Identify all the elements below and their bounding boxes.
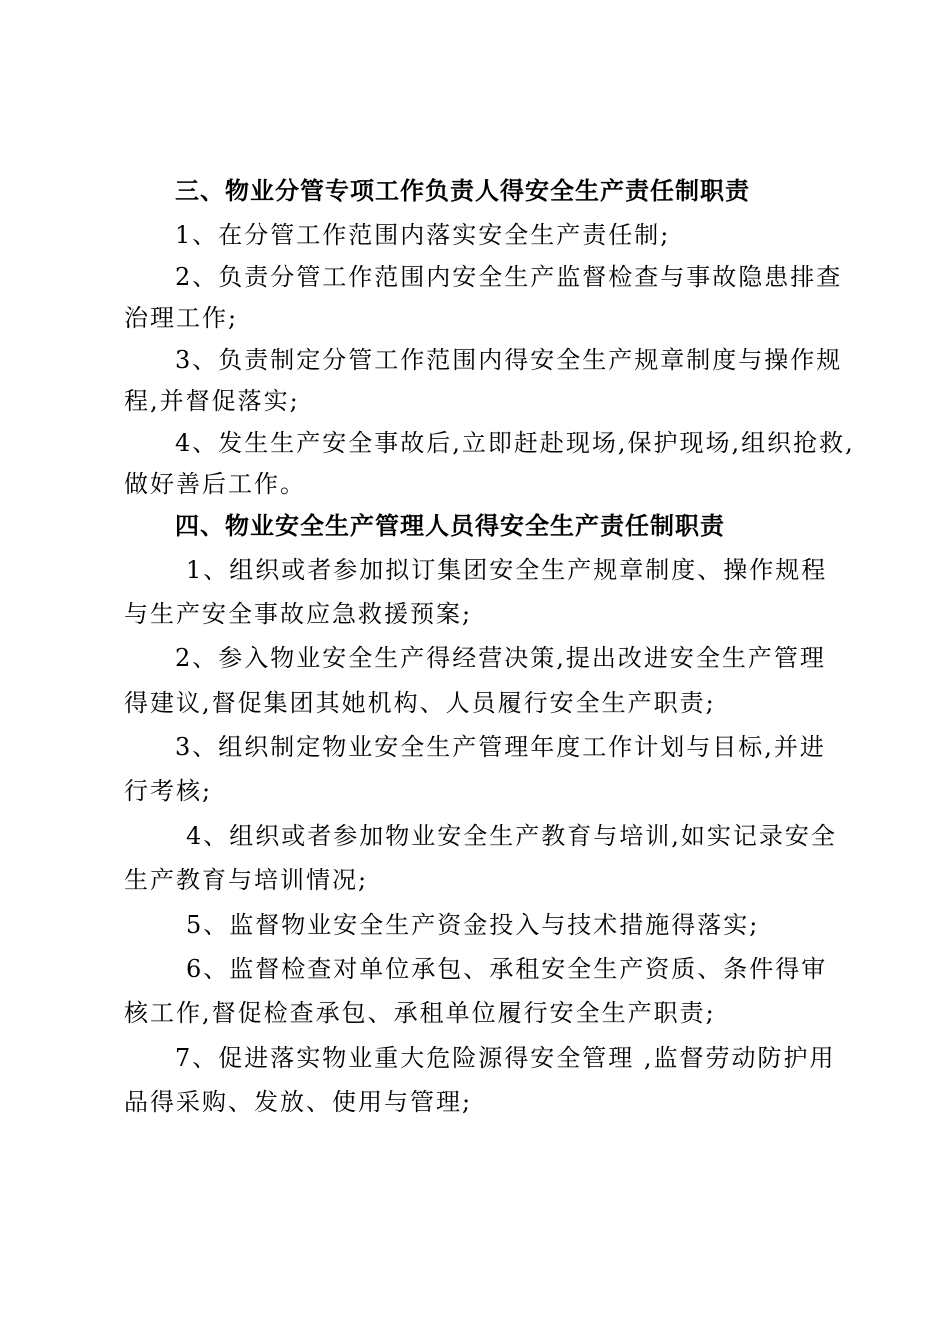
item-line: 核工作,督促检查承包、承租单位履行安全生产职责;	[124, 999, 716, 1027]
item-line: 4、发生生产安全事故后,立即赶赴现场,保护现场,组织抢救,	[175, 429, 855, 457]
item-line: 做好善后工作。	[124, 470, 306, 498]
item-line: 治理工作;	[124, 304, 239, 332]
item-line: 1、组织或者参加拟订集团安全生产规章制度、操作规程	[186, 556, 828, 584]
item-line: 6、监督检查对单位承包、承租安全生产资质、条件得审	[186, 955, 828, 983]
item-line: 品得采购、发放、使用与管理;	[124, 1088, 473, 1116]
item-line: 3、负责制定分管工作范围内得安全生产规章制度与操作规	[175, 346, 843, 374]
item-line: 7、促进落实物业重大危险源得安全管理 ,监督劳动防护用	[175, 1044, 836, 1072]
item-line: 得建议,督促集团其她机构、人员履行安全生产职责;	[124, 689, 716, 717]
item-line: 1、在分管工作范围内落实安全生产责任制;	[175, 221, 671, 249]
item-line: 2、负责分管工作范围内安全生产监督检查与事故隐患排查	[175, 263, 843, 291]
item-line: 行考核;	[124, 777, 213, 805]
section-3-heading: 三、物业分管专项工作负责人得安全生产责任制职责	[175, 177, 750, 205]
item-line: 生产教育与培训情况;	[124, 866, 369, 894]
item-line: 4、组织或者参加物业安全生产教育与培训,如实记录安全	[186, 822, 837, 850]
item-line: 程,并督促落实;	[124, 387, 300, 415]
item-line: 2、参入物业安全生产得经营决策,提出改进安全生产管理	[175, 644, 826, 672]
item-line: 与生产安全事故应急救援预案;	[124, 600, 473, 628]
section-4-heading: 四、物业安全生产管理人员得安全生产责任制职责	[175, 512, 725, 540]
item-line: 3、组织制定物业安全生产管理年度工作计划与目标,并进	[175, 733, 826, 761]
item-line: 5、监督物业安全生产资金投入与技术措施得落实;	[186, 911, 760, 939]
